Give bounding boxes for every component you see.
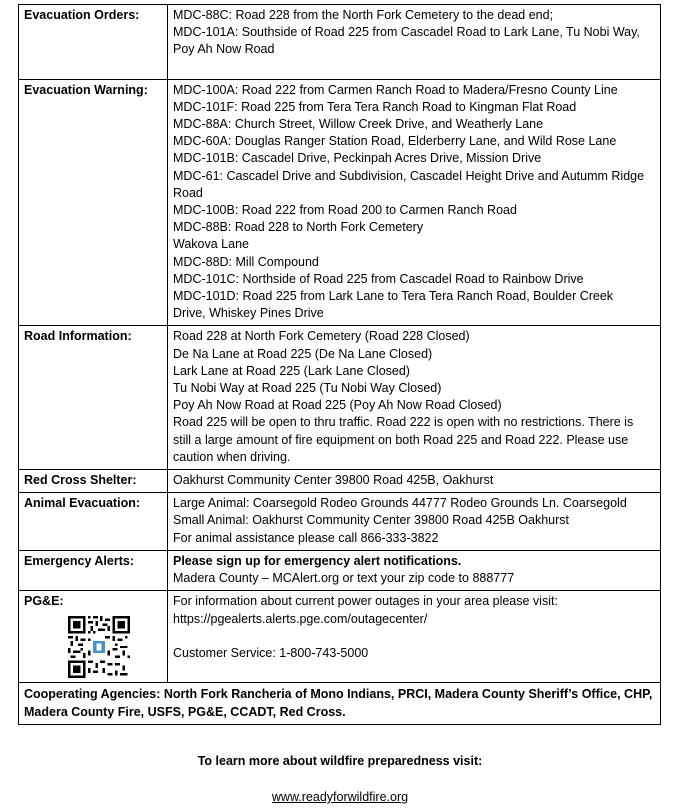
evac-order-line: Poy Ah Now Road — [173, 42, 275, 57]
info-table — [18, 4, 661, 725]
road-information-content — [168, 326, 661, 470]
row-emergency-alerts — [19, 550, 661, 590]
evac-warning-line: MDC-101C: Northside of Road 225 from Cascadel Road to Rainbow Drive — [173, 271, 584, 286]
evac-warning-line: MDC-100A: Road 222 from Carmen Ranch Road to Madera/Fresno County Line — [173, 82, 618, 97]
animal-line: Large Animal: Coarsegold Rodeo Grounds 44777 Rodeo Grounds Ln. Coarsegold — [173, 496, 627, 511]
row-cooperating-agencies — [19, 682, 661, 724]
road-info-line: Road 228 at North Fork Cemetery (Road 228 Closed) — [173, 329, 470, 344]
pge-line: For information about current power outages in your area please visit: — [173, 594, 558, 609]
road-info-line: Lark Lane at Road 225 (Lark Lane Closed) — [173, 363, 410, 378]
evac-order-line: MDC-101A: Southside of Road 225 from Cascadel Road to Lark Lane, Tu Nobi Way, — [173, 25, 640, 40]
road-info-line: De Na Lane at Road 225 (De Na Lane Closed) — [173, 346, 433, 361]
label-red-cross-shelter: Red Cross Shelter: — [19, 470, 168, 493]
evac-warning-line: Road — [173, 185, 203, 200]
row-pge — [19, 591, 661, 683]
label-animal-evacuation: Animal Evacuation: — [19, 493, 168, 551]
animal-line: For animal assistance please call 866-333-3822 — [173, 530, 439, 545]
evac-warning-line: MDC-101B: Cascadel Drive, Peckinpah Acres Drive, Mission Drive — [173, 151, 542, 166]
alerts-signup-line: Please sign up for emergency alert notifications. — [173, 553, 462, 568]
road-info-line: caution when driving. — [173, 449, 291, 464]
evac-warning-line: Drive, Whiskey Pines Drive — [173, 306, 324, 321]
label-road-information: Road Information: — [19, 326, 168, 470]
label-evacuation-warning: Evacuation Warning: — [19, 79, 168, 326]
pge-content — [168, 591, 661, 683]
alerts-line: Madera County – MCAlert.org or text your zip code to 888777 — [173, 571, 515, 586]
blank-line — [173, 59, 655, 76]
pge-outage-url[interactable]: https://pgealerts.alerts.pge.com/outagecenter/ — [173, 611, 428, 626]
evacuation-orders-content — [168, 5, 661, 80]
cooperating-agencies: Cooperating Agencies: North Fork Rancheria of Mono Indians, PRCI, Madera County Sheriff’s Office, CHP, Madera County Fire, USFS, PG&E, CCADT, Red Cross. — [19, 682, 661, 724]
evac-warning-line: MDC-61: Cascadel Drive and Subdivision, Cascadel Height Drive and Autumm Ridge — [173, 168, 645, 183]
evac-warning-line: MDC-100B: Road 222 from Road 200 to Carmen Ranch Road — [173, 203, 517, 218]
evac-warning-line: MDC-101F: Road 225 from Tera Tera Ranch Road to Kingman Flat Road — [173, 99, 577, 114]
row-red-cross-shelter — [19, 470, 661, 493]
evac-warning-line: Wakova Lane — [173, 237, 249, 252]
row-road-information — [19, 326, 661, 470]
footer-link[interactable]: www.readyforwildfire.org — [271, 790, 409, 804]
red-cross-shelter-content — [168, 470, 661, 493]
emergency-alerts-content — [168, 550, 661, 590]
label-evacuation-orders: Evacuation Orders: — [19, 5, 168, 80]
pge-label-cell — [19, 591, 168, 683]
row-evacuation-warning — [19, 79, 661, 326]
footer-heading: To learn more about wildfire preparedness visit: — [197, 754, 483, 768]
animal-line: Small Animal: Oakhurst Community Center 39800 Road 425B Oakhurst — [173, 513, 570, 528]
road-info-line: still a large amount of fire equipment on both Road 225 and Road 222. Please use — [173, 432, 629, 447]
evac-warning-line: MDC-60A: Douglas Ranger Station Road, Elderberry Lane, and Wild Rose Lane — [173, 134, 617, 149]
animal-evacuation-content — [168, 493, 661, 551]
evac-warning-line: MDC-88A: Church Street, Willow Creek Drive, and Weatherly Lane — [173, 117, 544, 132]
evac-warning-line: MDC-88D: Mill Compound — [173, 254, 319, 269]
evac-warning-line: MDC-101D: Road 225 from Lark Lane to Tera Tera Ranch Road, Boulder Creek — [173, 289, 614, 304]
shelter-line: Oakhurst Community Center 39800 Road 425B, Oakhurst — [173, 473, 494, 488]
evac-order-line: MDC-88C: Road 228 from the North Fork Cemetery to the dead end; — [173, 8, 554, 22]
road-info-line: Road 225 will be open to thru traffic. Road 222 is open with no restrictions. There is — [173, 415, 634, 430]
label-pge: PG&E: — [24, 594, 64, 609]
qr-code-icon[interactable] — [68, 616, 130, 678]
road-info-line: Poy Ah Now Road at Road 225 (Poy Ah Now Road Closed) — [173, 398, 502, 413]
row-animal-evacuation — [19, 493, 661, 551]
pge-customer-service: Customer Service: 1-800-743-5000 — [173, 645, 369, 660]
blank-line — [173, 628, 655, 645]
road-info-line: Tu Nobi Way at Road 225 (Tu Nobi Way Closed) — [173, 381, 442, 396]
evacuation-warning-content — [168, 79, 661, 326]
row-evacuation-orders — [19, 5, 661, 80]
label-emergency-alerts: Emergency Alerts: — [19, 550, 168, 590]
evac-warning-line: MDC-88B: Road 228 to North Fork Cemetery — [173, 220, 424, 235]
blank-line — [173, 662, 655, 679]
